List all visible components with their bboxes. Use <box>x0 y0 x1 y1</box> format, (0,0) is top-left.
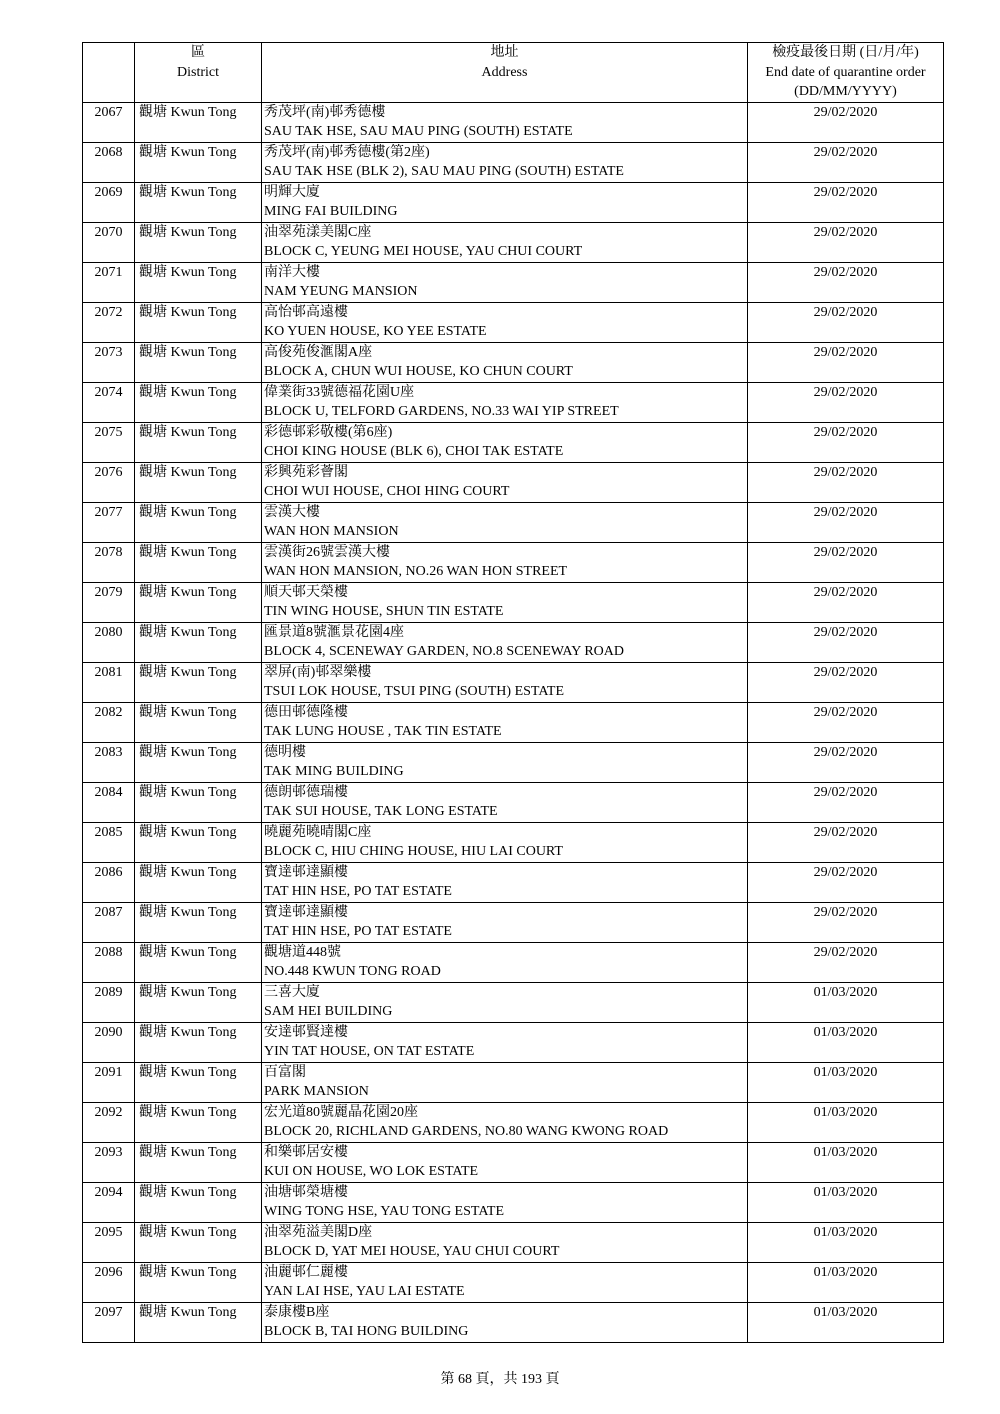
row-district: 觀塘 Kwun Tong <box>135 622 262 662</box>
header-district-cell <box>135 43 262 103</box>
row-address-zh: 油翠苑漾美閣C座 <box>264 224 372 240</box>
row-address <box>262 1182 748 1222</box>
row-address <box>262 262 748 302</box>
header-district-zh: 區 <box>191 45 205 60</box>
row-address-en: WING TONG HSE, YAU TONG ESTATE <box>264 1204 504 1219</box>
row-address-en: SAM HEI BUILDING <box>264 1004 393 1019</box>
row-number: 2067 <box>83 102 135 142</box>
row-number: 2087 <box>83 902 135 942</box>
row-number: 2079 <box>83 582 135 622</box>
row-address-en: TSUI LOK HOUSE, TSUI PING (SOUTH) ESTATE <box>264 684 565 699</box>
row-address-en: TAK MING BUILDING <box>264 764 404 779</box>
row-district: 觀塘 Kwun Tong <box>135 862 262 902</box>
row-district: 觀塘 Kwun Tong <box>135 982 262 1022</box>
row-address-en: BLOCK B, TAI HONG BUILDING <box>264 1324 469 1339</box>
row-district: 觀塘 Kwun Tong <box>135 662 262 702</box>
row-address-en: BLOCK 4, SCENEWAY GARDEN, NO.8 SCENEWAY ROAD <box>264 644 625 659</box>
row-number: 2078 <box>83 542 135 582</box>
row-address-zh: 和樂邨居安樓 <box>264 1144 348 1160</box>
row-number: 2092 <box>83 1102 135 1142</box>
row-address <box>262 1302 748 1342</box>
row-address-en: BLOCK D, YAT MEI HOUSE, YAU CHUI COURT <box>264 1244 560 1259</box>
table-row <box>83 782 944 822</box>
row-end-date: 29/02/2020 <box>748 382 944 422</box>
row-address-en: WAN HON MANSION <box>264 524 399 539</box>
header-date-zh: 檢疫最後日期 (日/月/年) <box>772 45 919 60</box>
row-end-date: 01/03/2020 <box>748 1302 944 1342</box>
row-address-en: BLOCK A, CHUN WUI HOUSE, KO CHUN COURT <box>264 364 573 379</box>
row-address-zh: 德朗邨德瑞樓 <box>264 784 348 800</box>
row-address <box>262 502 748 542</box>
row-district: 觀塘 Kwun Tong <box>135 382 262 422</box>
row-number: 2069 <box>83 182 135 222</box>
row-number: 2072 <box>83 302 135 342</box>
row-number: 2073 <box>83 342 135 382</box>
row-district: 觀塘 Kwun Tong <box>135 782 262 822</box>
row-address <box>262 1022 748 1062</box>
row-district: 觀塘 Kwun Tong <box>135 262 262 302</box>
row-number: 2071 <box>83 262 135 302</box>
row-address <box>262 462 748 502</box>
row-address <box>262 182 748 222</box>
row-address-en: KO YUEN HOUSE, KO YEE ESTATE <box>264 324 487 339</box>
row-end-date: 29/02/2020 <box>748 502 944 542</box>
row-end-date: 29/02/2020 <box>748 582 944 622</box>
row-address-zh: 油麗邨仁麗樓 <box>264 1264 348 1280</box>
row-district: 觀塘 Kwun Tong <box>135 302 262 342</box>
row-number: 2074 <box>83 382 135 422</box>
row-address-en: MING FAI BUILDING <box>264 204 398 219</box>
row-address-zh: 雲漢街26號雲漢大樓 <box>264 544 390 560</box>
row-number: 2076 <box>83 462 135 502</box>
row-address-zh: 高怡邨高遠樓 <box>264 304 348 320</box>
row-number: 2085 <box>83 822 135 862</box>
row-address <box>262 302 748 342</box>
quarantine-address-table <box>82 42 944 1343</box>
row-address-en: TAT HIN HSE, PO TAT ESTATE <box>264 884 452 899</box>
row-number: 2096 <box>83 1262 135 1302</box>
row-district: 觀塘 Kwun Tong <box>135 822 262 862</box>
row-end-date: 29/02/2020 <box>748 742 944 782</box>
header-district-en: District <box>177 64 219 80</box>
row-address <box>262 1062 748 1102</box>
table-row <box>83 302 944 342</box>
table-row <box>83 222 944 262</box>
table-row <box>83 1182 944 1222</box>
row-address-en: BLOCK U, TELFORD GARDENS, NO.33 WAI YIP STREET <box>264 404 619 419</box>
row-district: 觀塘 Kwun Tong <box>135 1062 262 1102</box>
row-end-date: 29/02/2020 <box>748 342 944 382</box>
table-row <box>83 582 944 622</box>
row-number: 2070 <box>83 222 135 262</box>
table-row <box>83 942 944 982</box>
row-end-date: 29/02/2020 <box>748 262 944 302</box>
row-address-en: PARK MANSION <box>264 1084 369 1099</box>
row-address <box>262 902 748 942</box>
row-address <box>262 622 748 662</box>
row-address <box>262 382 748 422</box>
row-address-zh: 油翠苑溢美閣D座 <box>264 1224 373 1240</box>
row-end-date: 01/03/2020 <box>748 1142 944 1182</box>
row-address-zh: 秀茂坪(南)邨秀德樓 <box>264 104 386 120</box>
row-address <box>262 342 748 382</box>
row-address-en: TAK SUI HOUSE, TAK LONG ESTATE <box>264 804 498 819</box>
header-address-zh: 地址 <box>490 45 519 60</box>
header-address-en: Address <box>481 64 528 80</box>
row-number: 2097 <box>83 1302 135 1342</box>
table-row <box>83 102 944 142</box>
row-end-date: 01/03/2020 <box>748 1262 944 1302</box>
row-end-date: 01/03/2020 <box>748 982 944 1022</box>
row-district: 觀塘 Kwun Tong <box>135 1102 262 1142</box>
row-number: 2084 <box>83 782 135 822</box>
row-district: 觀塘 Kwun Tong <box>135 542 262 582</box>
row-district: 觀塘 Kwun Tong <box>135 582 262 622</box>
row-end-date: 29/02/2020 <box>748 142 944 182</box>
row-number: 2082 <box>83 702 135 742</box>
row-end-date: 29/02/2020 <box>748 102 944 142</box>
row-address-zh: 油塘邨榮塘樓 <box>264 1184 348 1200</box>
table-row <box>83 1142 944 1182</box>
row-district: 觀塘 Kwun Tong <box>135 422 262 462</box>
table-header-row <box>83 43 944 103</box>
row-district: 觀塘 Kwun Tong <box>135 942 262 982</box>
row-end-date: 29/02/2020 <box>748 542 944 582</box>
row-address <box>262 1142 748 1182</box>
row-address-en: KUI ON HOUSE, WO LOK ESTATE <box>264 1164 479 1179</box>
row-address-zh: 彩興苑彩薈閣 <box>264 464 348 480</box>
row-end-date: 29/02/2020 <box>748 942 944 982</box>
row-district: 觀塘 Kwun Tong <box>135 1262 262 1302</box>
row-address-zh: 泰康樓B座 <box>264 1304 330 1320</box>
row-address-zh: 寶達邨達顯樓 <box>264 904 348 920</box>
row-district: 觀塘 Kwun Tong <box>135 742 262 782</box>
row-address <box>262 1102 748 1142</box>
row-number: 2083 <box>83 742 135 782</box>
row-end-date: 29/02/2020 <box>748 462 944 502</box>
row-end-date: 01/03/2020 <box>748 1022 944 1062</box>
header-number-cell <box>83 43 135 103</box>
row-district: 觀塘 Kwun Tong <box>135 1142 262 1182</box>
row-address <box>262 222 748 262</box>
row-district: 觀塘 Kwun Tong <box>135 462 262 502</box>
row-address-en: CHOI KING HOUSE (BLK 6), CHOI TAK ESTATE <box>264 444 564 459</box>
row-address <box>262 1222 748 1262</box>
row-address-en: NAM YEUNG MANSION <box>264 284 418 299</box>
row-address-zh: 偉業街33號德福花園U座 <box>264 384 415 400</box>
row-address <box>262 942 748 982</box>
row-district: 觀塘 Kwun Tong <box>135 182 262 222</box>
row-address-en: YIN TAT HOUSE, ON TAT ESTATE <box>264 1044 475 1059</box>
row-district: 觀塘 Kwun Tong <box>135 222 262 262</box>
table-row <box>83 1262 944 1302</box>
row-end-date: 29/02/2020 <box>748 862 944 902</box>
row-end-date: 29/02/2020 <box>748 782 944 822</box>
row-end-date: 01/03/2020 <box>748 1062 944 1102</box>
table-row <box>83 182 944 222</box>
table-row <box>83 342 944 382</box>
row-district: 觀塘 Kwun Tong <box>135 702 262 742</box>
row-address-zh: 秀茂坪(南)邨秀德樓(第2座) <box>264 144 430 160</box>
row-address-zh: 南洋大樓 <box>264 264 320 280</box>
row-address-en: BLOCK C, HIU CHING HOUSE, HIU LAI COURT <box>264 844 563 859</box>
row-address <box>262 1262 748 1302</box>
row-address-en: TAT HIN HSE, PO TAT ESTATE <box>264 924 452 939</box>
row-address-zh: 匯景道8號滙景花園4座 <box>264 624 404 640</box>
row-end-date: 29/02/2020 <box>748 902 944 942</box>
row-end-date: 01/03/2020 <box>748 1102 944 1142</box>
row-address-en: TIN WING HOUSE, SHUN TIN ESTATE <box>264 604 504 619</box>
row-end-date: 29/02/2020 <box>748 222 944 262</box>
row-address-zh: 德田邨德隆樓 <box>264 704 348 720</box>
row-number: 2094 <box>83 1182 135 1222</box>
row-number: 2093 <box>83 1142 135 1182</box>
row-end-date: 29/02/2020 <box>748 622 944 662</box>
row-district: 觀塘 Kwun Tong <box>135 1222 262 1262</box>
row-end-date: 29/02/2020 <box>748 182 944 222</box>
table-row <box>83 462 944 502</box>
row-district: 觀塘 Kwun Tong <box>135 1022 262 1062</box>
row-address <box>262 582 748 622</box>
row-address <box>262 662 748 702</box>
row-district: 觀塘 Kwun Tong <box>135 502 262 542</box>
table-row <box>83 862 944 902</box>
row-end-date: 29/02/2020 <box>748 422 944 462</box>
row-address <box>262 102 748 142</box>
row-address-en: SAU TAK HSE (BLK 2), SAU MAU PING (SOUTH) ESTATE <box>264 164 624 179</box>
row-address-zh: 觀塘道448號 <box>264 944 341 960</box>
row-end-date: 01/03/2020 <box>748 1182 944 1222</box>
row-address <box>262 982 748 1022</box>
row-address-zh: 曉麗苑曉晴閣C座 <box>264 824 372 840</box>
row-end-date: 29/02/2020 <box>748 662 944 702</box>
table-row <box>83 622 944 662</box>
table-row <box>83 1302 944 1342</box>
table-row <box>83 742 944 782</box>
row-number: 2075 <box>83 422 135 462</box>
row-address-zh: 高俊苑俊滙閣A座 <box>264 344 373 360</box>
table-row <box>83 702 944 742</box>
table-row <box>83 1102 944 1142</box>
table-row <box>83 542 944 582</box>
table-row <box>83 262 944 302</box>
row-address <box>262 822 748 862</box>
row-address-zh: 順天邨天榮樓 <box>264 584 348 600</box>
table-row <box>83 1062 944 1102</box>
row-address <box>262 782 748 822</box>
row-number: 2080 <box>83 622 135 662</box>
row-number: 2088 <box>83 942 135 982</box>
row-address-en: BLOCK C, YEUNG MEI HOUSE, YAU CHUI COURT <box>264 244 583 259</box>
table-row <box>83 982 944 1022</box>
row-address <box>262 142 748 182</box>
row-address-zh: 百富閣 <box>264 1064 306 1080</box>
table-row <box>83 822 944 862</box>
row-number: 2077 <box>83 502 135 542</box>
row-district: 觀塘 Kwun Tong <box>135 1182 262 1222</box>
row-address-en: CHOI WUI HOUSE, CHOI HING COURT <box>264 484 510 499</box>
table-row <box>83 142 944 182</box>
row-address <box>262 702 748 742</box>
table-body <box>83 102 944 1342</box>
header-date-format: (DD/MM/YYYY) <box>794 84 897 99</box>
row-district: 觀塘 Kwun Tong <box>135 342 262 382</box>
row-end-date: 29/02/2020 <box>748 702 944 742</box>
row-address-en: BLOCK 20, RICHLAND GARDENS, NO.80 WANG KWONG ROAD <box>264 1124 669 1139</box>
table-row <box>83 662 944 702</box>
row-address-en: NO.448 KWUN TONG ROAD <box>264 964 441 979</box>
row-district: 觀塘 Kwun Tong <box>135 1302 262 1342</box>
row-address <box>262 422 748 462</box>
row-end-date: 29/02/2020 <box>748 302 944 342</box>
row-number: 2081 <box>83 662 135 702</box>
row-address <box>262 542 748 582</box>
row-address-en: WAN HON MANSION, NO.26 WAN HON STREET <box>264 564 568 579</box>
row-district: 觀塘 Kwun Tong <box>135 902 262 942</box>
header-date-cell <box>748 43 944 103</box>
row-address <box>262 742 748 782</box>
row-address-zh: 翠屏(南)邨翠樂樓 <box>264 664 372 680</box>
row-number: 2086 <box>83 862 135 902</box>
row-end-date: 01/03/2020 <box>748 1222 944 1262</box>
table-row <box>83 1022 944 1062</box>
row-number: 2068 <box>83 142 135 182</box>
row-address-zh: 寶達邨達顯樓 <box>264 864 348 880</box>
row-address-zh: 安達邨賢達樓 <box>264 1024 348 1040</box>
row-address <box>262 862 748 902</box>
row-number: 2090 <box>83 1022 135 1062</box>
row-address-zh: 彩德邨彩敬樓(第6座) <box>264 424 393 440</box>
row-address-zh: 宏光道80號麗晶花園20座 <box>264 1104 418 1120</box>
row-number: 2095 <box>83 1222 135 1262</box>
row-address-zh: 三喜大廈 <box>264 984 320 1000</box>
row-address-en: TAK LUNG HOUSE , TAK TIN ESTATE <box>264 724 502 739</box>
row-district: 觀塘 Kwun Tong <box>135 102 262 142</box>
header-date-en: End date of quarantine order <box>765 64 926 80</box>
row-address-zh: 德明樓 <box>264 744 306 760</box>
row-number: 2089 <box>83 982 135 1022</box>
row-address-en: YAN LAI HSE, YAU LAI ESTATE <box>264 1284 465 1299</box>
table-row <box>83 422 944 462</box>
row-address-en: SAU TAK HSE, SAU MAU PING (SOUTH) ESTATE <box>264 124 573 139</box>
table-row <box>83 382 944 422</box>
row-address-zh: 雲漢大樓 <box>264 504 320 520</box>
table-row <box>83 502 944 542</box>
row-end-date: 29/02/2020 <box>748 822 944 862</box>
row-address-zh: 明輝大廈 <box>264 184 320 200</box>
row-number: 2091 <box>83 1062 135 1102</box>
header-address-cell <box>262 43 748 103</box>
page-number-footer: 第 68 頁，共 193 頁 <box>440 1372 560 1387</box>
row-district: 觀塘 Kwun Tong <box>135 142 262 182</box>
table-row <box>83 902 944 942</box>
table-row <box>83 1222 944 1262</box>
